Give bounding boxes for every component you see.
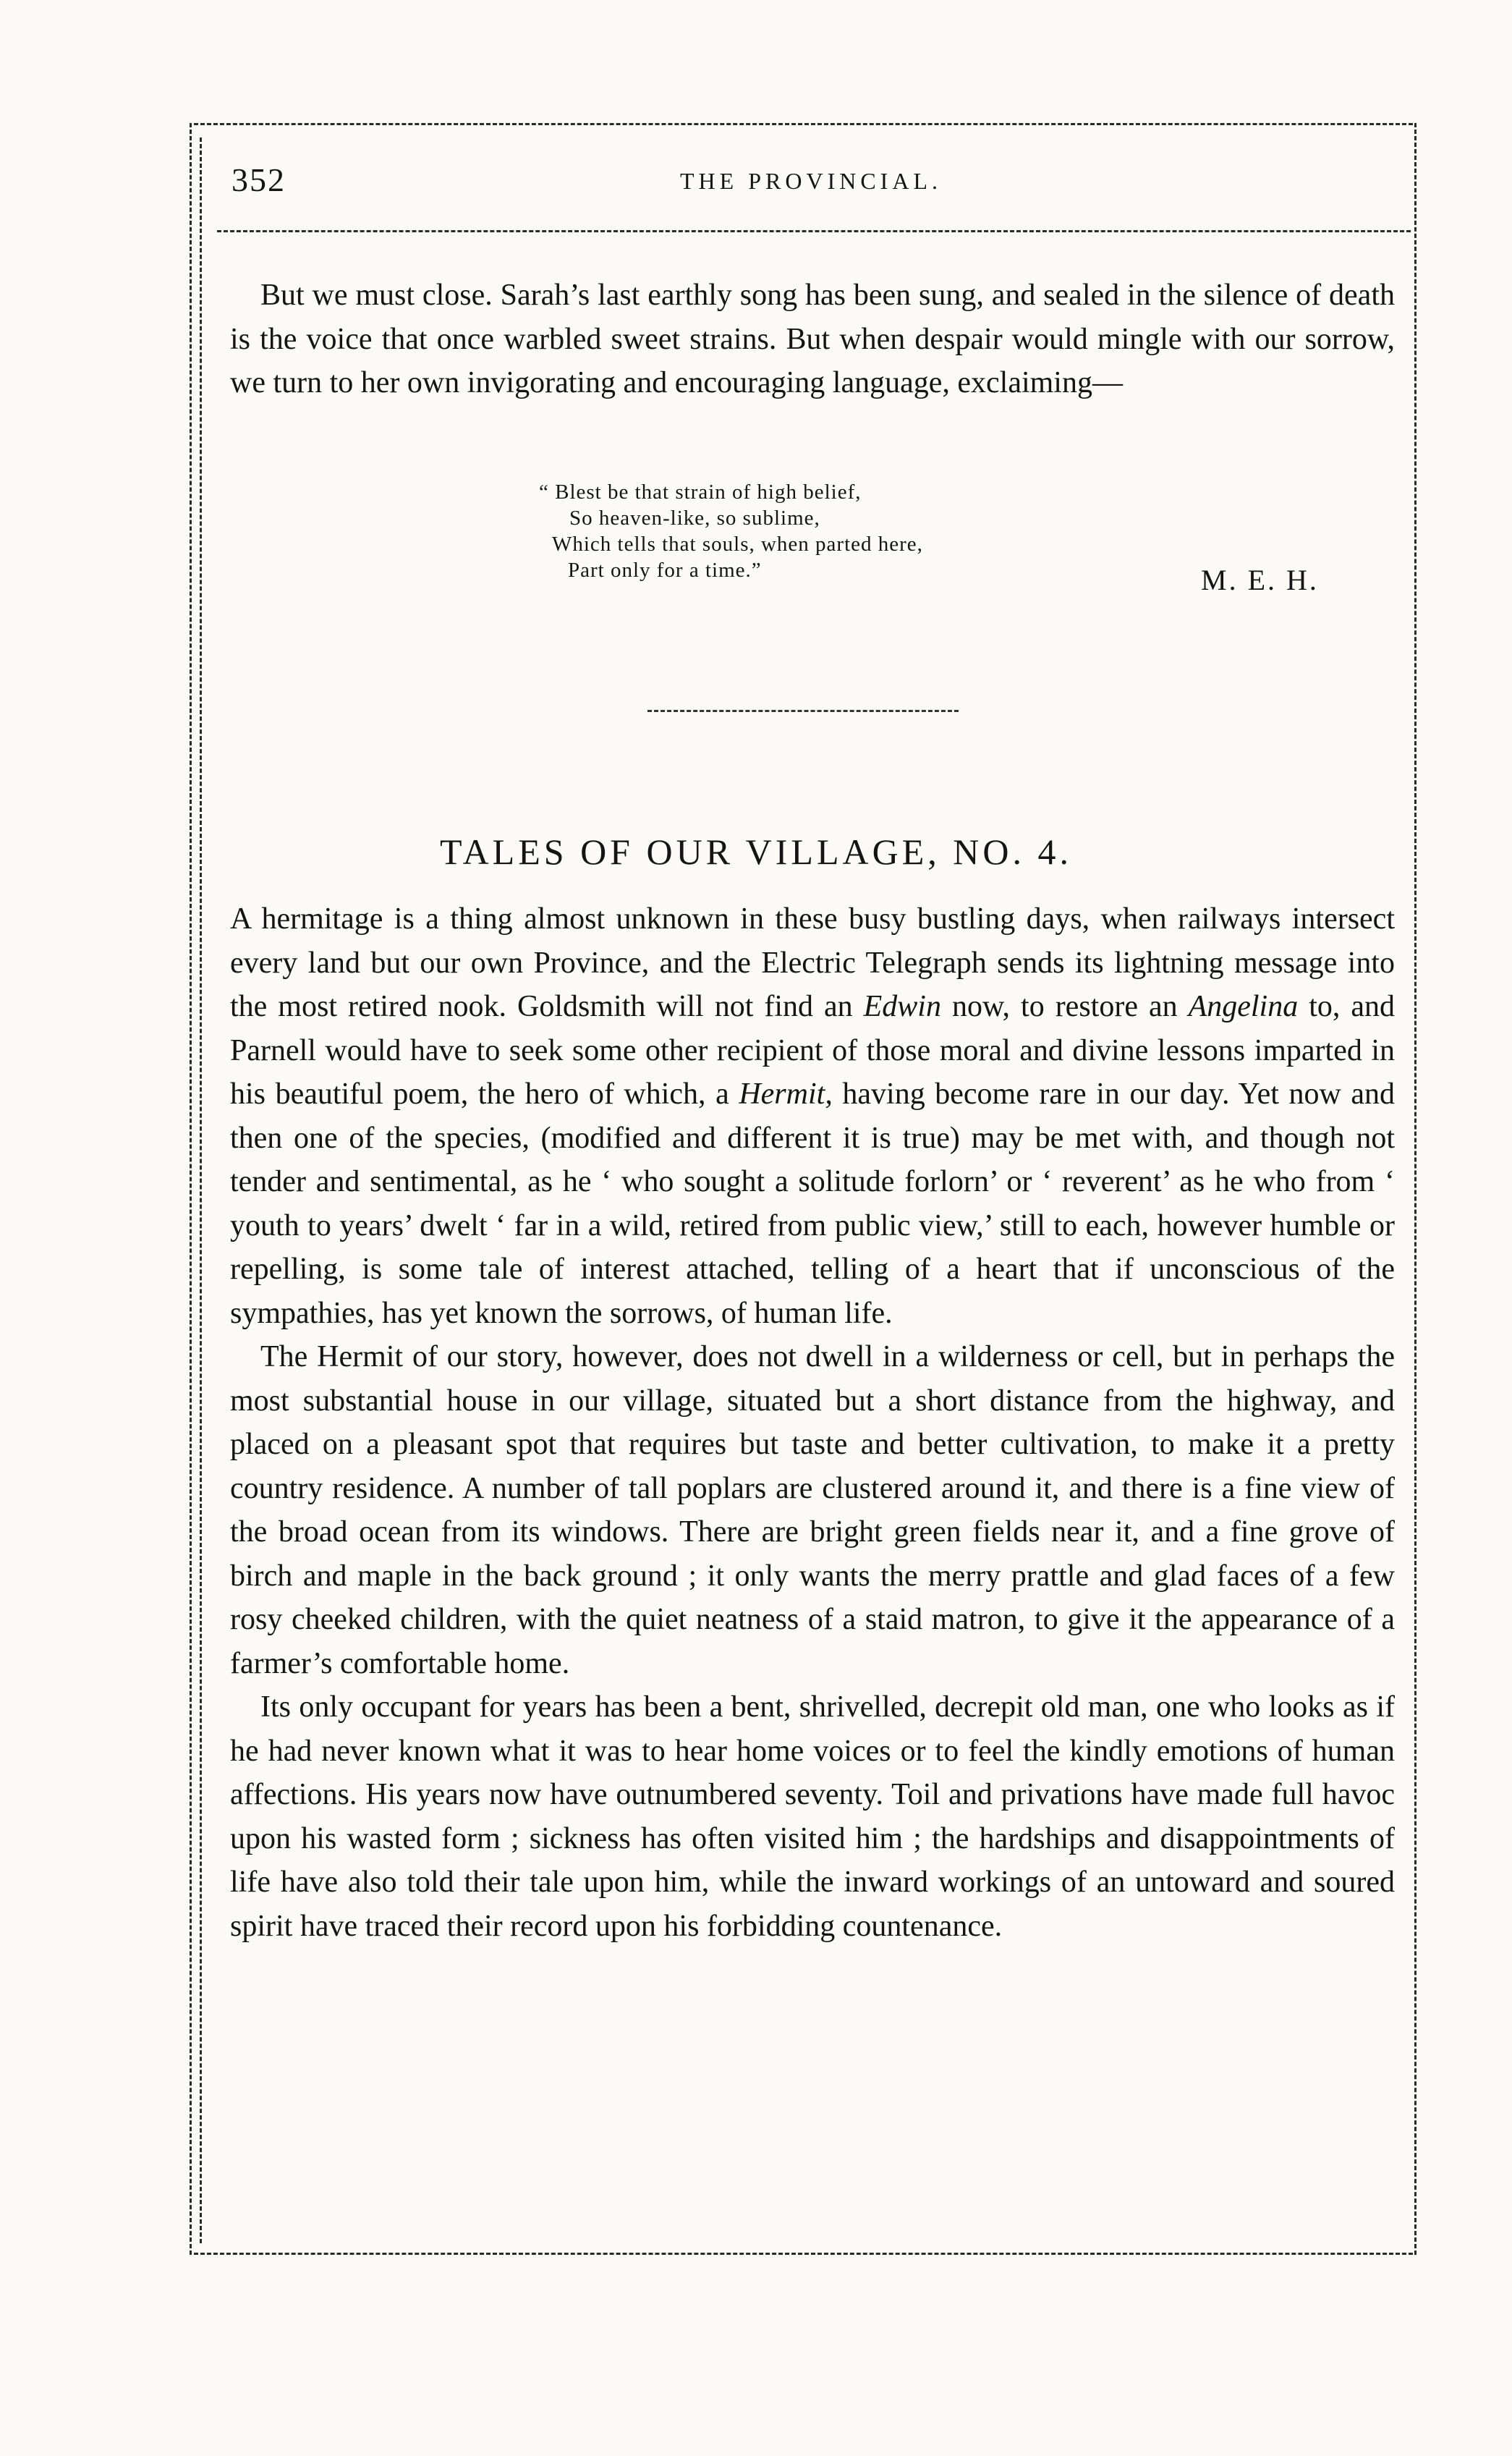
left-border-rule bbox=[190, 123, 192, 2255]
verse-line: Which tells that souls, when parted here, bbox=[552, 533, 923, 556]
verse-line: Part only for a time.” bbox=[568, 559, 762, 582]
page-number: 352 bbox=[232, 161, 286, 198]
right-border-rule bbox=[1414, 123, 1417, 2255]
verse-line: “ Blest be that strain of high belief, bbox=[539, 480, 862, 504]
section-separator bbox=[647, 710, 959, 712]
top-border-rule bbox=[194, 123, 1413, 125]
article-title: TALES OF OUR VILLAGE, NO. 4. bbox=[440, 831, 1072, 872]
italic-name: Hermit, bbox=[739, 1077, 833, 1111]
bottom-border-rule bbox=[194, 2253, 1413, 2255]
intro-paragraph-text: But we must close. Sarah’s last earthly song has been sung, and sealed in the silence of death is the voice that once warbled sweet strains. But when despair would mingle with our sorrow, we turn to her own invigorating and encouraging language, exclaiming— bbox=[230, 279, 1395, 399]
article-paragraph: A hermitage is a thing almost unknown in these busy bustling days, when railways intersect every land but our own Province, and the Electric Telegraph sends its lightning message into the most retired nook. Goldsmith will not find an Edwin now, to restore an Angelina to, and Parnell would have to seek some other recipient of those moral and divine lessons imparted in his beautiful poem, the hero of which, a Hermit, having become rare in our day. Yet now and then one of the species, (modified and different it is true) may be met with, and though not tender and sentimental, as he ‘ who sought a solitude forlorn’ or ‘ reverent’ as he who from ‘ youth to years’ dwelt ‘ far in a wild, retired from public view,’ still to each, however humble or repelling, is some tale of interest attached, telling of a heart that if unconscious of the sympathies, has yet known the sorrows, of human life. bbox=[230, 902, 1396, 1330]
italic-name: Angelina bbox=[1188, 990, 1299, 1023]
italic-name: Edwin bbox=[863, 990, 941, 1023]
left-border-inner-rule bbox=[200, 137, 202, 2243]
article-paragraph: Its only occupant for years has been a bent, shrivelled, decrepit old man, one who looks as if he had never known what it was to hear home voices or to feel the kindly emotions of human affections. His years now have outnumbered seventy. Toil and privations have made full havoc upon his wasted form ; sickness has often visited him ; the hardships and disappointments of life have also told their tale upon him, while the inward workings of an untoward and soured spirit have traced their record upon his forbidding countenance. bbox=[230, 1690, 1395, 1943]
intro-paragraph bbox=[230, 274, 1395, 405]
verse-line: So heaven-like, so sublime, bbox=[569, 507, 820, 530]
running-head: THE PROVINCIAL. bbox=[680, 168, 942, 194]
article-body bbox=[230, 897, 1395, 1948]
verse-quote bbox=[539, 479, 1118, 583]
header-rule bbox=[217, 230, 1411, 232]
article-paragraph: The Hermit of our story, however, does not dwell in a wilderness or cell, but in perhaps the most substantial house in our village, situated but a short distance from the highway, and placed on a pleasant spot that requires but taste and better cultivation, to make it a pretty country residence. A number of tall poplars are clustered around it, and there is a fine view of the broad ocean from its windows. There are bright green fields near it, and a fine grove of birch and maple in the back ground ; it only wants the merry prattle and glad faces of a few rosy cheeked children, with the quiet neatness of a staid matron, to give it the appearance of a farmer’s comfortable home. bbox=[230, 1340, 1395, 1680]
page-header bbox=[232, 161, 1396, 204]
author-signature: M. E. H. bbox=[1201, 564, 1319, 596]
